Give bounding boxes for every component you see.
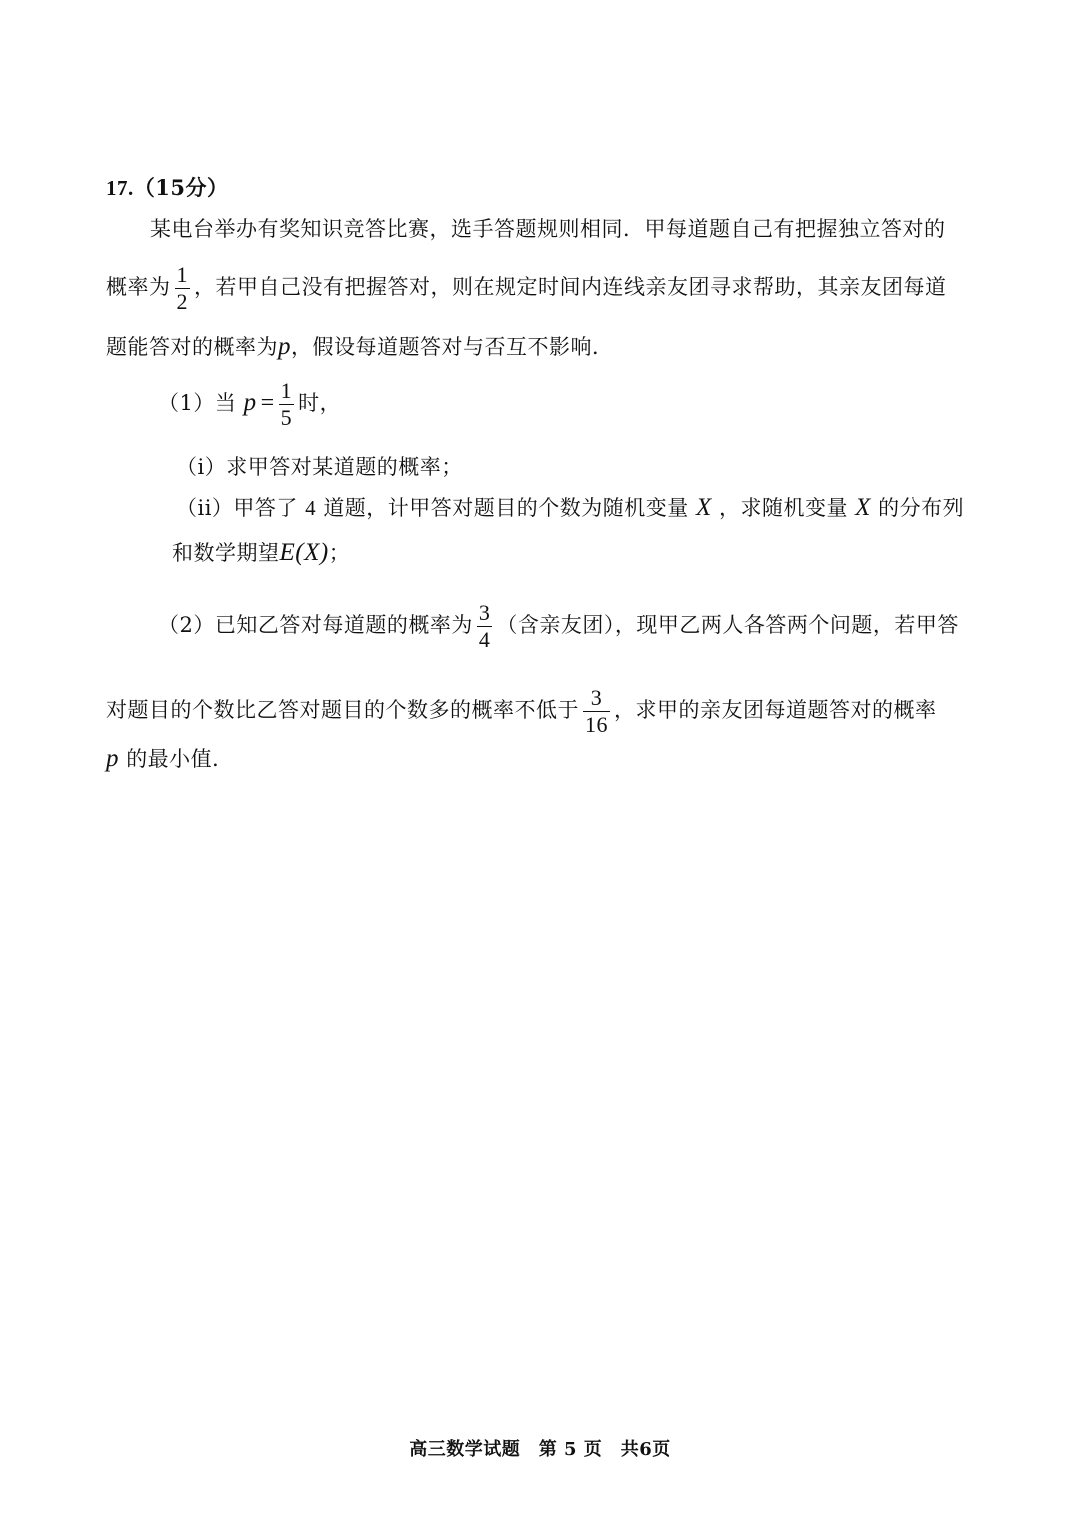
part1-suffix: 时，: [298, 391, 342, 415]
part1-ii-text-f: ；: [328, 541, 351, 565]
intro-line-3: [106, 333, 614, 361]
part1-i-text: （i）求甲答对某道题的概率；: [176, 455, 463, 479]
expectation-EX: E(X): [279, 539, 329, 566]
page-footer: 高三数学试题 第 5 页 共6页: [409, 1439, 671, 1460]
intro-text-1: 某电台举办有奖知识竞答比赛，选手答题规则相同．甲每道题自己有把握独立答对的: [150, 217, 946, 241]
intro-text-3a: 题能答对的概率为: [106, 335, 278, 359]
fraction-denominator: 5: [280, 405, 293, 430]
part2-line3-suffix: 的最小值．: [126, 747, 234, 771]
part2-line2: [106, 685, 937, 738]
variable-p: p: [243, 389, 257, 416]
intro-text-2a: 概率为: [106, 275, 171, 299]
problem-number: 17.: [106, 176, 134, 200]
part1-ii-text-e: 和数学期望: [172, 541, 280, 565]
part2-line1: [158, 600, 959, 653]
part1-ii-number: 4: [305, 496, 317, 520]
fraction-numerator: 1: [176, 262, 188, 287]
fraction-denominator: 4: [478, 627, 491, 652]
intro-line-1: [150, 215, 946, 243]
fraction-denominator: 16: [585, 712, 608, 737]
fraction-three-sixteenths: [583, 685, 610, 738]
intro-line-2: [106, 262, 947, 315]
part2-line2-prefix: 对题目的个数比乙答对题目的个数多的概率不低于: [106, 698, 579, 722]
variable-X: X: [696, 494, 712, 521]
variable-p: p: [106, 745, 119, 772]
fraction-numerator: 3: [478, 600, 491, 625]
part1-line: [158, 378, 341, 431]
part1-ii-line2: [172, 539, 350, 567]
fraction-one-fifth: [279, 378, 295, 431]
fraction-numerator: 1: [280, 378, 293, 403]
problem-header: [106, 174, 228, 202]
part1-label: （1）当: [158, 391, 237, 415]
variable-p: p: [278, 333, 291, 360]
part2-line3: [106, 745, 234, 773]
part1-i: [176, 453, 463, 481]
intro-text-3b: ，假设每道题答对与否互不影响．: [291, 335, 614, 359]
fraction-denominator: 2: [176, 289, 188, 314]
part1-ii-text-b: 道题，计甲答对题目的个数为随机变量: [323, 496, 689, 520]
intro-text-2b: ，若甲自己没有把握答对，则在规定时间内连线亲友团寻求帮助，其亲友团每道: [194, 275, 947, 299]
part2-suffix: （含亲友团），现甲乙两人各答两个问题，若甲答: [496, 613, 959, 637]
part2-line2-suffix: ，求甲的亲友团每道题答对的概率: [614, 698, 937, 722]
variable-X: X: [855, 494, 871, 521]
part1-ii-text-a: （ii）甲答了: [176, 496, 298, 520]
part1-ii-text-d: 的分布列: [878, 496, 965, 520]
problem-score: （15分）: [133, 175, 229, 200]
part1-ii-text-c: ，求随机变量: [718, 496, 848, 520]
equals-sign: =: [260, 390, 275, 416]
part2-label: （2）已知乙答对每道题的概率为: [158, 613, 473, 637]
fraction-one-half: [175, 262, 191, 315]
fraction-numerator: 3: [583, 685, 610, 712]
part1-ii-line1: [176, 494, 964, 522]
fraction-three-quarters: [477, 600, 493, 653]
